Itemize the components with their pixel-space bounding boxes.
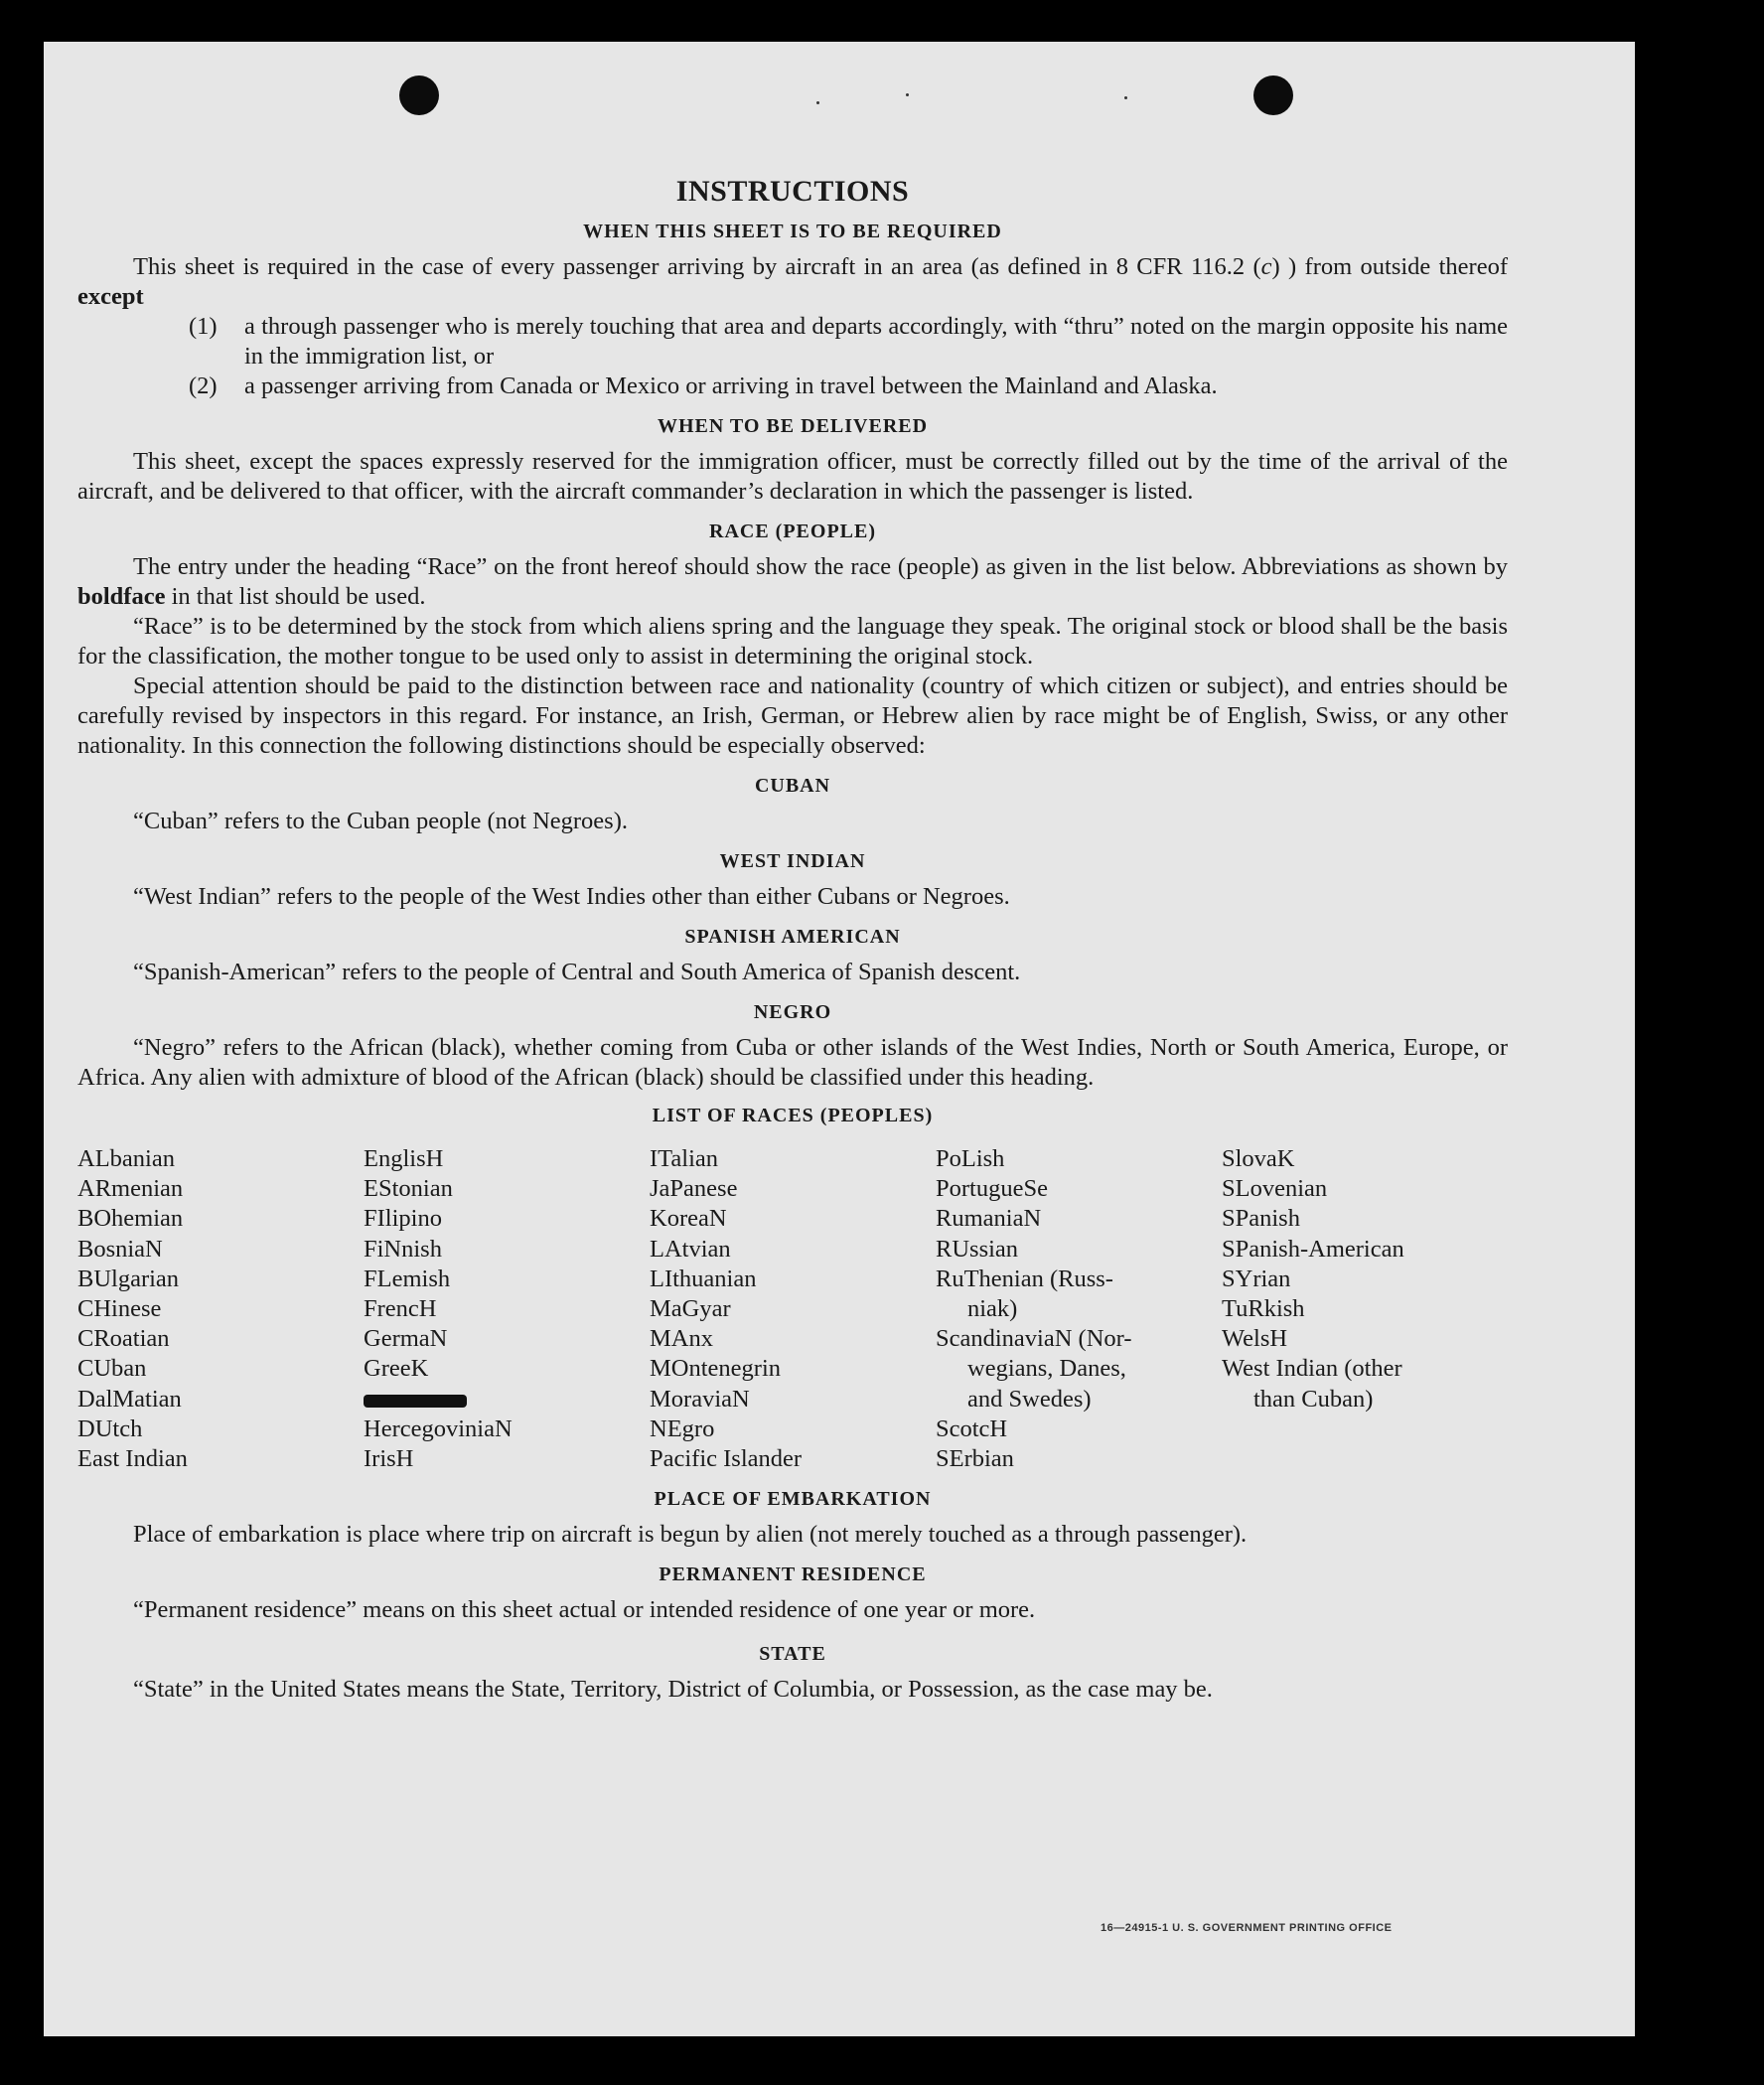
race-list-item: West Indian (other xyxy=(1222,1355,1402,1383)
race-list-item: BUlgarian xyxy=(77,1265,180,1292)
races-list xyxy=(77,1144,1508,1474)
race-list-item: MoraviaN xyxy=(650,1385,750,1413)
instructions-content xyxy=(77,177,1508,1705)
race-list-item: Pacific Islander xyxy=(650,1445,803,1473)
speck xyxy=(906,93,909,96)
race-list-item: CHinese xyxy=(77,1295,162,1323)
races-column-4 xyxy=(936,1144,1222,1474)
cuban-text: “Cuban” refers to the Cuban people (not Negroes). xyxy=(133,808,628,834)
race-list-item: PortugueSe xyxy=(936,1175,1048,1203)
heading-spanish-american: SPANISH AMERICAN xyxy=(684,926,901,948)
race-list-item: RumaniaN xyxy=(936,1205,1042,1233)
heading-state: STATE xyxy=(759,1643,826,1666)
race-list-item: EStonian xyxy=(364,1175,453,1203)
negro-text: “Negro” refers to the African (black), whether coming from Cuba or other islands of the West Indies, North or South America, Europe, or Africa. Any alien with admixture of blood of the African (black) should be classified under this heading. xyxy=(77,1034,1508,1091)
race-list-item: CUban xyxy=(77,1355,147,1383)
residence-text: “Permanent residence” means on this sheet actual or intended residence of one year or more. xyxy=(133,1596,1036,1624)
page-title: INSTRUCTIONS xyxy=(675,175,910,208)
race-list-item: SlovaK xyxy=(1222,1145,1295,1172)
race-list-item: KoreaN xyxy=(650,1205,727,1233)
race-list-item: RUssian xyxy=(936,1235,1019,1263)
race-list-item: FiNnish xyxy=(364,1235,442,1263)
race-list-item: RuThenian (Russ- xyxy=(936,1265,1113,1292)
required-item-2: (2) a passenger arriving from Canada or Mexico or arriving in travel between the Mainland and Alaska. xyxy=(189,372,1218,399)
heading-cuban: CUBAN xyxy=(754,775,831,797)
spanish-american-text: “Spanish-American” refers to the people of Central and South America of Spanish descent. xyxy=(133,959,1021,985)
race-list-item: than Cuban) xyxy=(1253,1385,1374,1413)
document-page xyxy=(44,42,1635,2036)
race-list-item: JaPanese xyxy=(650,1175,738,1203)
race-list-item: ARmenian xyxy=(77,1175,184,1203)
race-list-item: TuRkish xyxy=(1222,1295,1305,1323)
heading-west-indian: WEST INDIAN xyxy=(719,850,866,872)
race-list-item: EnglisH xyxy=(364,1145,444,1172)
race-list-item: ScotcH xyxy=(936,1415,1008,1442)
race-list-item: SPanish-American xyxy=(1222,1235,1404,1263)
punch-hole-right xyxy=(1253,75,1293,115)
printer-imprint: 16—24915-1 U. S. GOVERNMENT PRINTING OFFICE xyxy=(1101,1922,1393,1934)
race-paragraph-3: Special attention should be paid to the distinction between race and nationality (country of which citizen or subject), and entries should be carefully revised by inspectors in this regard. For instance, an Irish, German, or Hebrew alien by race might be of English, Swiss, or any other nationality. In this connection the following distinctions should be especially observed: xyxy=(77,672,1508,759)
races-column-5 xyxy=(1222,1144,1508,1474)
race-list-item: FrencH xyxy=(364,1295,437,1323)
punch-hole-left xyxy=(399,75,439,115)
race-list-item: HercegoviniaN xyxy=(364,1415,513,1442)
race-list-item: East Indian xyxy=(77,1445,188,1473)
race-list-item: ITalian xyxy=(650,1145,719,1172)
redacted-entry xyxy=(364,1395,467,1408)
race-list-item: PoLish xyxy=(936,1145,1005,1172)
race-paragraph-2: “Race” is to be determined by the stock from which aliens spring and the language they speak. The original stock or blood shall be the basis for the classification, the mother tongue to be used only to assist in determining the original stock. xyxy=(77,613,1508,670)
race-list-item: MOntenegrin xyxy=(650,1355,781,1383)
race-list-item: MaGyar xyxy=(650,1295,731,1323)
race-list-item: and Swedes) xyxy=(967,1385,1092,1413)
race-list-item: WelsH xyxy=(1222,1325,1288,1353)
speck xyxy=(816,101,819,104)
race-list-item: wegians, Danes, xyxy=(967,1355,1126,1383)
race-list-item: SYrian xyxy=(1222,1265,1291,1292)
heading-race: RACE (PEOPLE) xyxy=(709,521,876,542)
race-list-item: FIlipino xyxy=(364,1205,442,1233)
heading-negro: NEGRO xyxy=(753,1001,832,1023)
heading-required: WHEN THIS SHEET IS TO BE REQUIRED xyxy=(583,221,1002,242)
race-list-item: LIthuanian xyxy=(650,1265,757,1292)
race-list-item: BosniaN xyxy=(77,1235,163,1263)
required-intro: This sheet is required in the case of every passenger arriving by aircraft in an area (as defined in 8 CFR 116.2 (c) ) from outside thereof except xyxy=(77,253,1508,310)
race-list-item: NEgro xyxy=(650,1415,715,1442)
races-column-2 xyxy=(364,1144,650,1474)
race-list-item: LAtvian xyxy=(650,1235,731,1263)
race-list-item: DalMatian xyxy=(77,1385,182,1413)
required-item-1: (1) a through passenger who is merely touching that area and departs accordingly, with “thru” noted on the margin opposite his name in the immigration list, or xyxy=(189,313,1508,370)
heading-delivered: WHEN TO BE DELIVERED xyxy=(657,415,929,437)
race-list-item: niak) xyxy=(967,1295,1018,1323)
race-list-item: SLovenian xyxy=(1222,1175,1328,1203)
race-list-item: IrisH xyxy=(364,1445,414,1473)
race-paragraph-1: The entry under the heading “Race” on the front hereof should show the race (people) as given in the list below. Abbreviations as shown by boldface in that list should be used. xyxy=(77,553,1508,610)
race-list-item: FLemish xyxy=(364,1265,451,1292)
race-list-item: BOhemian xyxy=(77,1205,184,1233)
heading-list-of-races: LIST OF RACES (PEOPLES) xyxy=(652,1105,934,1126)
heading-residence: PERMANENT RESIDENCE xyxy=(659,1564,927,1586)
race-list-item: ALbanian xyxy=(77,1145,175,1172)
races-column-1 xyxy=(77,1144,364,1474)
race-list-item: ScandinaviaN (Nor- xyxy=(936,1325,1132,1353)
delivered-text: This sheet, except the spaces expressly reserved for the immigration officer, must be correctly filled out by the time of the arrival of the aircraft, and be delivered to that officer, with the aircraft commander’s declaration in which the passenger is listed. xyxy=(77,448,1508,505)
race-list-item: SPanish xyxy=(1222,1205,1300,1233)
west-indian-text: “West Indian” refers to the people of the West Indies other than either Cubans or Negroes. xyxy=(133,883,1010,910)
speck xyxy=(1124,96,1127,99)
race-list-item: MAnx xyxy=(650,1325,713,1353)
state-text: “State” in the United States means the State, Territory, District of Columbia, or Possession, as the case may be. xyxy=(133,1676,1213,1704)
race-list-item xyxy=(364,1385,650,1415)
race-list-item: SErbian xyxy=(936,1445,1014,1473)
race-list-item: GermaN xyxy=(364,1325,448,1353)
embarkation-text: Place of embarkation is place where trip on aircraft is begun by alien (not merely touched as a through passenger). xyxy=(133,1521,1248,1549)
races-column-3 xyxy=(650,1144,936,1474)
race-list-item: DUtch xyxy=(77,1415,143,1442)
race-list-item: CRoatian xyxy=(77,1325,170,1353)
heading-embarkation: PLACE OF EMBARKATION xyxy=(654,1488,932,1511)
race-list-item: GreeK xyxy=(364,1355,429,1383)
